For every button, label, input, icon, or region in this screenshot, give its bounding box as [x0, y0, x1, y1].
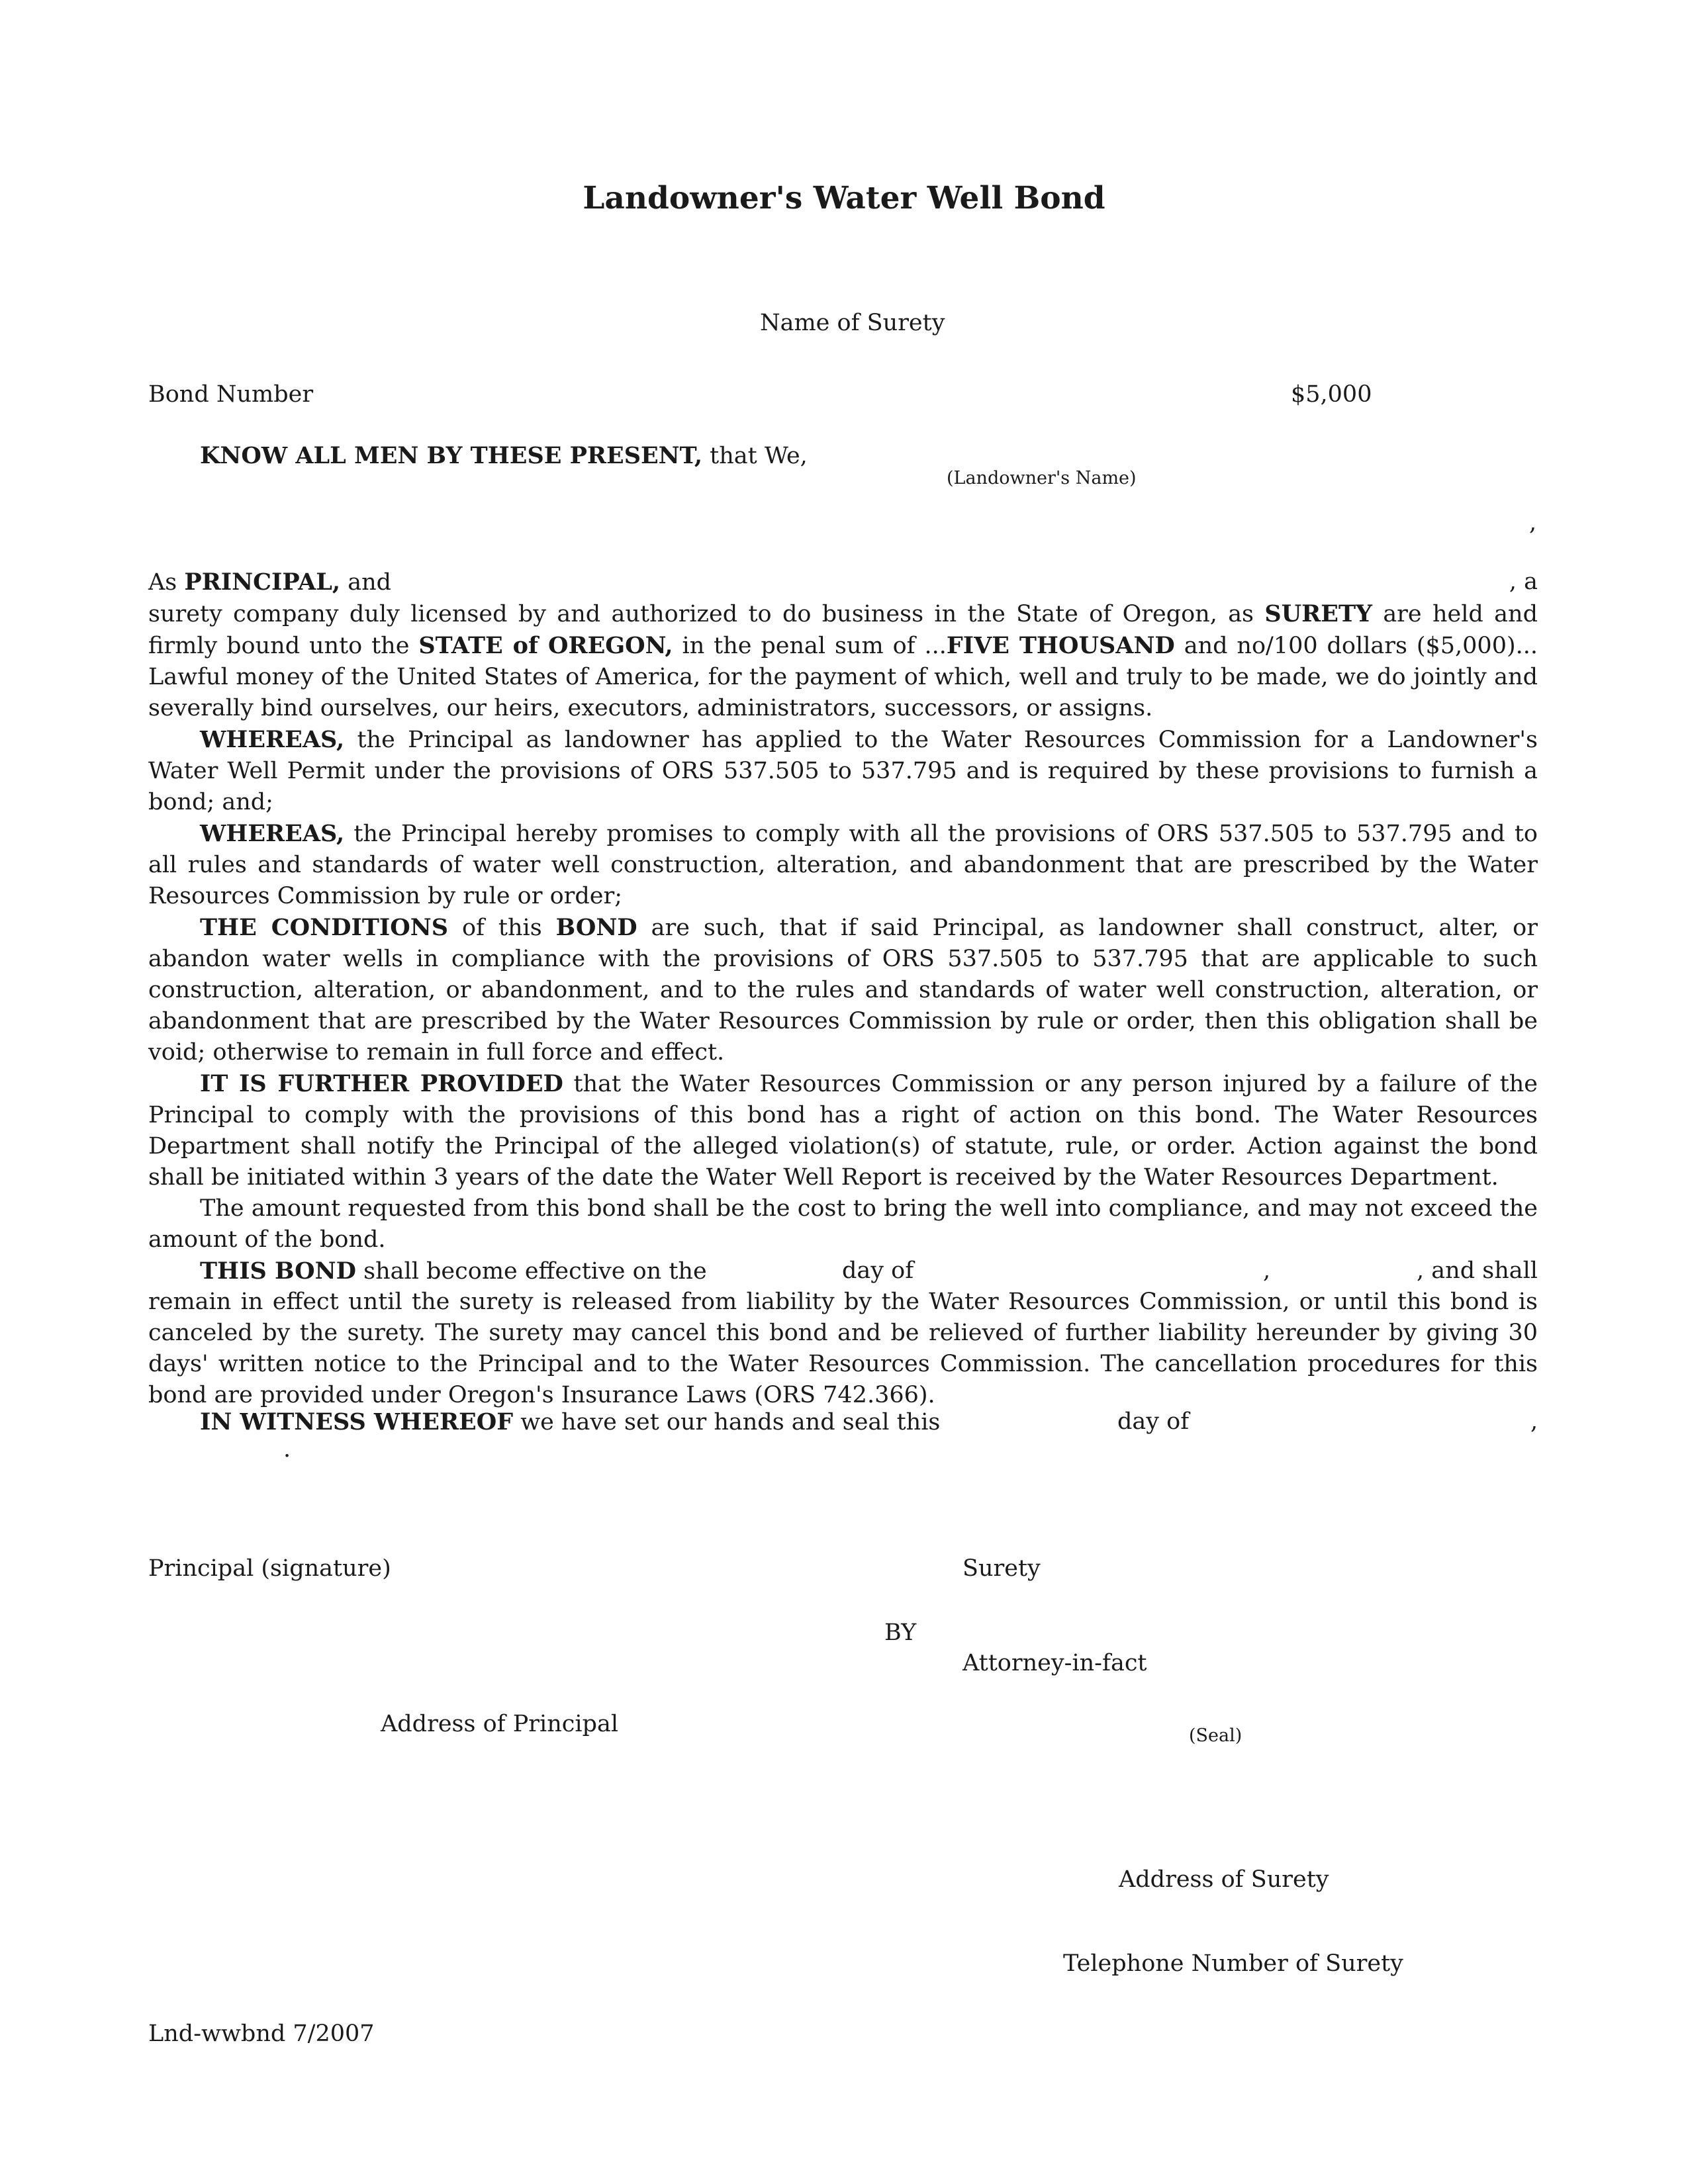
know-all-men-bold: KNOW ALL MEN BY THESE PRESENT, [200, 442, 703, 469]
effective-rest-paragraph: remain in effect until the surety is released from liability by the Water Resources Commission, or until this bond is canceled by the surety. The surety may cancel this bond and be relieved of further liability hereunder by giving 30 days' written notice to the Principal and to the Water Resources Commission. The cancellation procedures for this bond are provided under Oregon's Insurance Laws (ORS 742.366). [148, 1289, 1538, 1408]
bond-body [148, 567, 1538, 1411]
form-code: Lnd-wwbnd 7/2007 [148, 2021, 375, 2047]
witness-comma: , [1530, 1408, 1538, 1435]
surety-paragraph: surety company duly licensed by and authorized to do business in the State of Oregon, as SURETY are held and firmly bound unto the STATE of OREGON, in the penal sum of ...FIVE THOUSAND and no/100 dollars ($5,000)... Lawful money of the United States of America, for the payment of which, well and truly to be made, we do jointly and severally bind ourselves, our heirs, executors, administrators, successors, or assigns. [148, 600, 1538, 721]
effective-date-line [148, 1255, 1538, 1287]
document-title: Landowner's Water Well Bond [583, 180, 1105, 216]
name-of-surety-label: Name of Surety [760, 310, 945, 336]
by-label: BY [884, 1619, 917, 1646]
surety-label: Surety [962, 1555, 1041, 1582]
bond-amount: $5,000 [1291, 381, 1372, 408]
amount-paragraph: The amount requested from this bond shall be the cost to bring the well into compliance, and may not exceed the amount of the bond. [148, 1195, 1538, 1253]
principal-line [148, 567, 1538, 598]
attorney-in-fact-label: Attorney-in-fact [962, 1650, 1147, 1676]
effective-comma: , [1263, 1257, 1271, 1284]
address-of-principal-label: Address of Principal [381, 1711, 619, 1737]
know-all-men-rest: that We, [702, 443, 808, 469]
principal-bold: PRINCIPAL, [184, 569, 341, 596]
comma-a: , a [1509, 569, 1538, 595]
bond-number-label: Bond Number [148, 381, 314, 408]
address-of-surety-label: Address of Surety [1119, 1866, 1329, 1893]
know-all-men-line [200, 442, 808, 469]
whereas-paragraph-1: WHEREAS, the Principal as landowner has applied to the Water Resources Commission for a Landowner's Water Well Permit under the provisions of ORS 537.505 to 537.795 and is required by these provisions to furnish a bond; and; [148, 726, 1538, 815]
this-bond-bold: THIS BOND [200, 1257, 357, 1285]
conditions-paragraph: THE CONDITIONS of this BOND are such, that if said Principal, as landowner shall construct, alter, or abandon water wells in compliance with the provisions of ORS 537.505 to 537.795 that are applicable to such construction, alteration, or abandonment, and to the rules and standards of water well construction, alteration, or abandonment that are prescribed by the Water Resources Commission by rule or order, then this obligation shall be void; otherwise to remain in full force and effect. [148, 914, 1538, 1066]
seal-label: (Seal) [1189, 1725, 1243, 1746]
effective-on-text: shall become effective on the [356, 1258, 707, 1285]
principal-line-left [148, 567, 391, 598]
whereas-paragraph-2: WHEREAS, the Principal hereby promises to comply with all the provisions of ORS 537.505 to 537.795 and to all rules and standards of water well construction, alteration, and abandonment that are prescribed by the Water Resources Commission by rule or order; [148, 820, 1538, 909]
witness-text: we have set our hands and seal this [513, 1409, 941, 1435]
trailing-comma: , [1529, 510, 1537, 536]
witness-period: . [283, 1436, 291, 1463]
landowner-name-label: (Landowner's Name) [947, 468, 1137, 488]
further-provided-paragraph: IT IS FURTHER PROVIDED that the Water Resources Commission or any person injured by a failure of the Principal to comply with the provisions of this bond has a right of action on this bond. The Water Resources Department shall notify the Principal of the alleged violation(s) of statute, rule, or order. Action against the bond shall be initiated within 3 years of the date the Water Well Report is received by the Water Resources Department. [148, 1070, 1538, 1191]
and-text: and [340, 569, 392, 596]
effective-day-of: day of [842, 1257, 914, 1284]
witness-bold: IN WITNESS WHEREOF [200, 1408, 514, 1435]
principal-signature-label: Principal (signature) [148, 1555, 391, 1582]
witness-line [200, 1408, 940, 1435]
telephone-of-surety-label: Telephone Number of Surety [1063, 1950, 1403, 1977]
and-shall-text: , and shall [1417, 1257, 1538, 1284]
as-text: As [148, 569, 185, 596]
witness-day-of: day of [1117, 1408, 1190, 1435]
